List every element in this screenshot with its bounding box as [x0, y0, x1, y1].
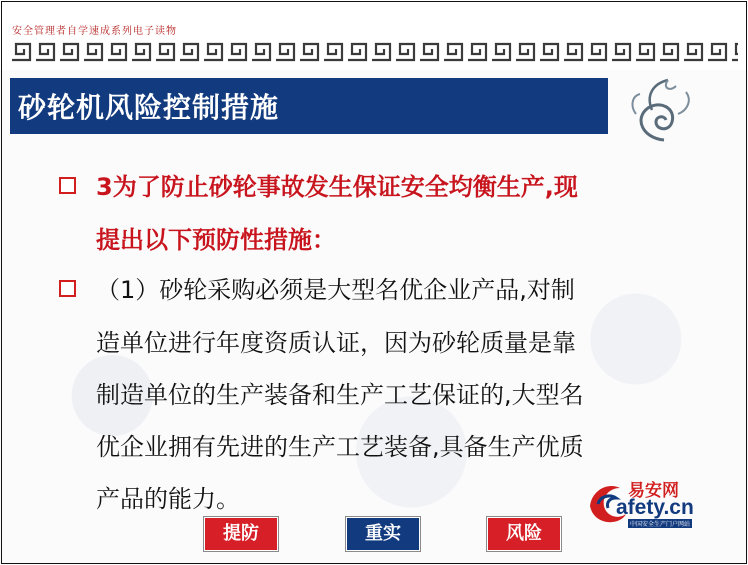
nav-button-risk[interactable]: 风险: [487, 517, 561, 551]
greek-key-border: [10, 38, 738, 64]
body-line: （1）砂轮采购必须是大型名优企业产品,对制: [96, 276, 575, 304]
body-line: 3为了防止砂轮事故发生保证安全均衡生产,现: [96, 173, 578, 201]
body-line: 产品的能力。: [96, 485, 240, 513]
body-line: 造单位进行年度资质认证，因为砂轮质量是靠: [96, 329, 576, 357]
bullet-square-icon: [59, 280, 76, 297]
body-line: 提出以下预防性措施：: [96, 226, 336, 254]
body-line: 优企业拥有先进的生产工艺装备,具备生产优质: [96, 433, 584, 461]
logo-en-text: afety.cn: [616, 496, 694, 519]
logo-subtitle: 中国安全生产门户网站: [630, 521, 691, 528]
series-title: 安全管理者自学速成系列电子读物: [12, 26, 177, 37]
body-line: 制造单位的生产装备和生产工艺保证的,大型名: [96, 381, 584, 409]
nav-button-prevention[interactable]: 提防: [204, 517, 278, 551]
slide-title: 砂轮机风险控制措施: [18, 91, 280, 124]
swirl-ornament-icon: [622, 74, 700, 146]
bullet-square-icon: [59, 177, 76, 194]
nav-button-emphasis[interactable]: 重实: [346, 517, 420, 551]
logo-cn-text: 易安网: [628, 481, 679, 501]
